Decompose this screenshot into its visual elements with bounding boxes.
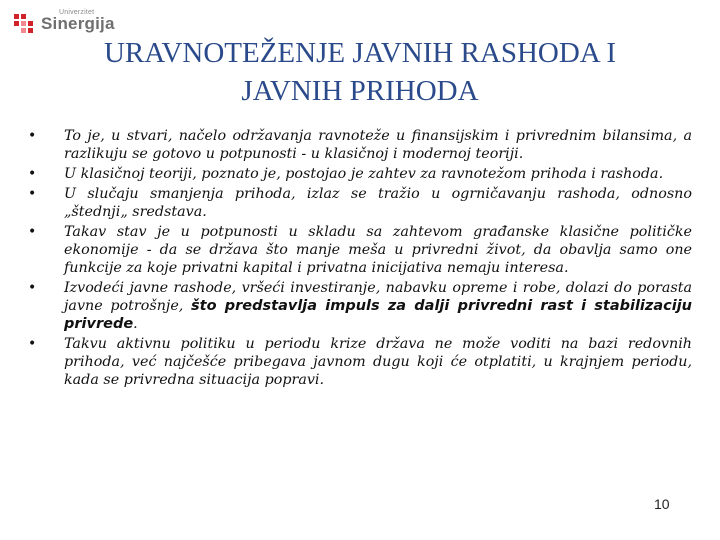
- bullet-text: U klasičnoj teoriji, poznato je, postojao je zahtev za ravnotežom prihoda i rashoda.: [64, 166, 664, 182]
- bullet-marker: •: [28, 280, 37, 296]
- bullet-marker: •: [28, 166, 37, 182]
- slide-title-line-1: URAVNOTEŽENJE JAVNIH RASHODA I: [103, 37, 617, 69]
- bullet-marker: •: [28, 224, 37, 240]
- bullet-item-5: [28, 279, 692, 333]
- bullet-text: Izvodeći javne rashode, vršeći investiranje, nabavku opreme i robe, dolazi do porasta javne potrošnje,: [64, 280, 692, 314]
- bullet-emphasis-text: što predstavlja impuls za dalji privredni rast i stabilizaciju privrede: [64, 298, 692, 332]
- bullet-text: To je, u stvari, načelo održavanja ravnoteže u finansijskim i privrednim bilansima, a razlikuju se gotovo u potpunosti - u klasičnoj i modernoj teoriji.: [64, 128, 692, 162]
- sinergija-logo-mark-icon: [12, 10, 40, 36]
- bullet-item-1: [28, 127, 692, 163]
- bullet-text: Takav stav je u potpunosti u skladu sa zahtevom građanske klasične političke ekonomije - da se država što manje meša u privredni život, da obavlja samo one funkcije za koje privatni kapital i privatna inicijativa nemaju interesa.: [64, 224, 692, 276]
- logo-sinergija-text: Sinergija: [41, 14, 115, 33]
- bullet-marker: •: [28, 186, 37, 202]
- bullet-item-2: [28, 165, 692, 183]
- bullet-item-6: [28, 335, 692, 389]
- bullet-list: [28, 127, 692, 391]
- bullet-tail-text: .: [133, 316, 138, 332]
- slide-title: [0, 34, 720, 110]
- bullet-marker: •: [28, 128, 37, 144]
- bullet-item-3: [28, 185, 692, 221]
- bullet-text: U slučaju smanjenja prihoda, izlaz se tražio u ogrničavanju rashoda, odnosno „štednji„ sredstava.: [64, 186, 692, 220]
- page-number: 10: [654, 496, 670, 512]
- bullet-item-4: [28, 223, 692, 277]
- slide-title-line-2: JAVNIH PRIHODA: [241, 75, 479, 107]
- logo-university-text: Univerzitet: [59, 9, 95, 16]
- bullet-text: Takvu aktivnu politiku u periodu krize država ne može voditi na bazi redovnih prihoda, već najčešće pribegava javnom dugu koji će otplatiti, u krajnjem periodu, kada se privredna situacija popravi.: [64, 336, 692, 388]
- bullet-marker: •: [28, 336, 37, 352]
